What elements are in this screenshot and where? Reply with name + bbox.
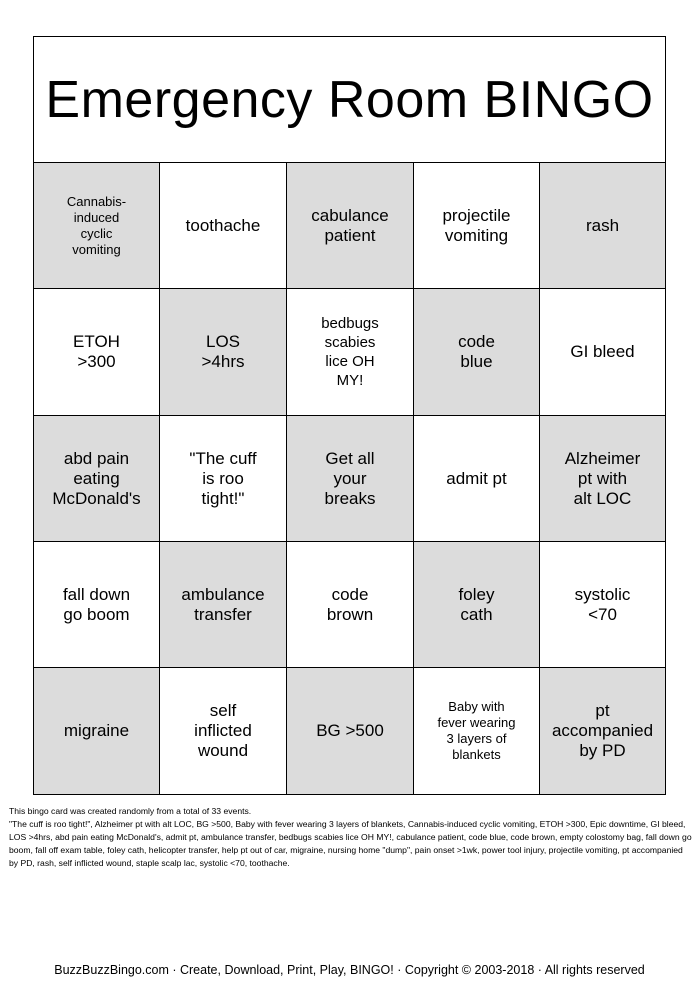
bingo-cell: foley cath <box>414 542 540 668</box>
bingo-cell: bedbugs scabies lice OH MY! <box>287 289 414 416</box>
bingo-cell: migraine <box>34 668 160 794</box>
bingo-cell: Alzheimer pt with alt LOC <box>540 416 665 542</box>
bingo-cell: LOS >4hrs <box>160 289 287 416</box>
event-list-note <box>9 805 693 870</box>
bingo-cell: Baby with fever wearing 3 layers of blankets <box>414 668 540 794</box>
bingo-cell: code blue <box>414 289 540 416</box>
card-title: Emergency Room BINGO <box>34 37 665 163</box>
bingo-cell: Cannabis-induced cyclic vomiting <box>34 163 160 289</box>
bingo-card <box>33 36 666 795</box>
bingo-cell: abd pain eating McDonald's <box>34 416 160 542</box>
site-footer: BuzzBuzzBingo.com · Create, Download, Print, Play, BINGO! · Copyright © 2003-2018 · All rights reserved <box>54 963 645 977</box>
bingo-cell: code brown <box>287 542 414 668</box>
bingo-cell: admit pt <box>414 416 540 542</box>
note-events: "The cuff is roo tight!", Alzheimer pt with alt LOC, BG >500, Baby with fever wearing 3 layers of blankets, Cannabis-induced cyclic vomiting, ETOH >300, Epic downtime, GI bleed, LOS >4hrs, abd pain eating McDonald's, admit pt, ambulance transfer, bedbugs scabies lice OH MY!, cabulance patient, code blue, code brown, empty colostomy bag, fall down go boom, fall off exam table, foley cath, helicopter transfer, help pt out of car, migraine, nursing home "dump", pain onset >1wk, power tool injury, projectile vomiting, pt accompanied by PD, rash, self inflicted wound, staple scalp lac, systolic <70, toothache. <box>9 819 692 868</box>
bingo-cell: systolic <70 <box>540 542 665 668</box>
bingo-cell: toothache <box>160 163 287 289</box>
bingo-cell: "The cuff is roo tight!" <box>160 416 287 542</box>
bingo-cell: ambulance transfer <box>160 542 287 668</box>
bingo-cell: BG >500 <box>287 668 414 794</box>
note-summary: This bingo card was created randomly from a total of 33 events. <box>9 806 252 816</box>
bingo-cell: pt accompanied by PD <box>540 668 665 794</box>
bingo-cell: fall down go boom <box>34 542 160 668</box>
bingo-cell: self inflicted wound <box>160 668 287 794</box>
bingo-cell: GI bleed <box>540 289 665 416</box>
bingo-cell: ETOH >300 <box>34 289 160 416</box>
bingo-cell: projectile vomiting <box>414 163 540 289</box>
bingo-cell: Get all your breaks <box>287 416 414 542</box>
bingo-cell: rash <box>540 163 665 289</box>
bingo-cell: cabulance patient <box>287 163 414 289</box>
bingo-grid <box>34 163 665 794</box>
